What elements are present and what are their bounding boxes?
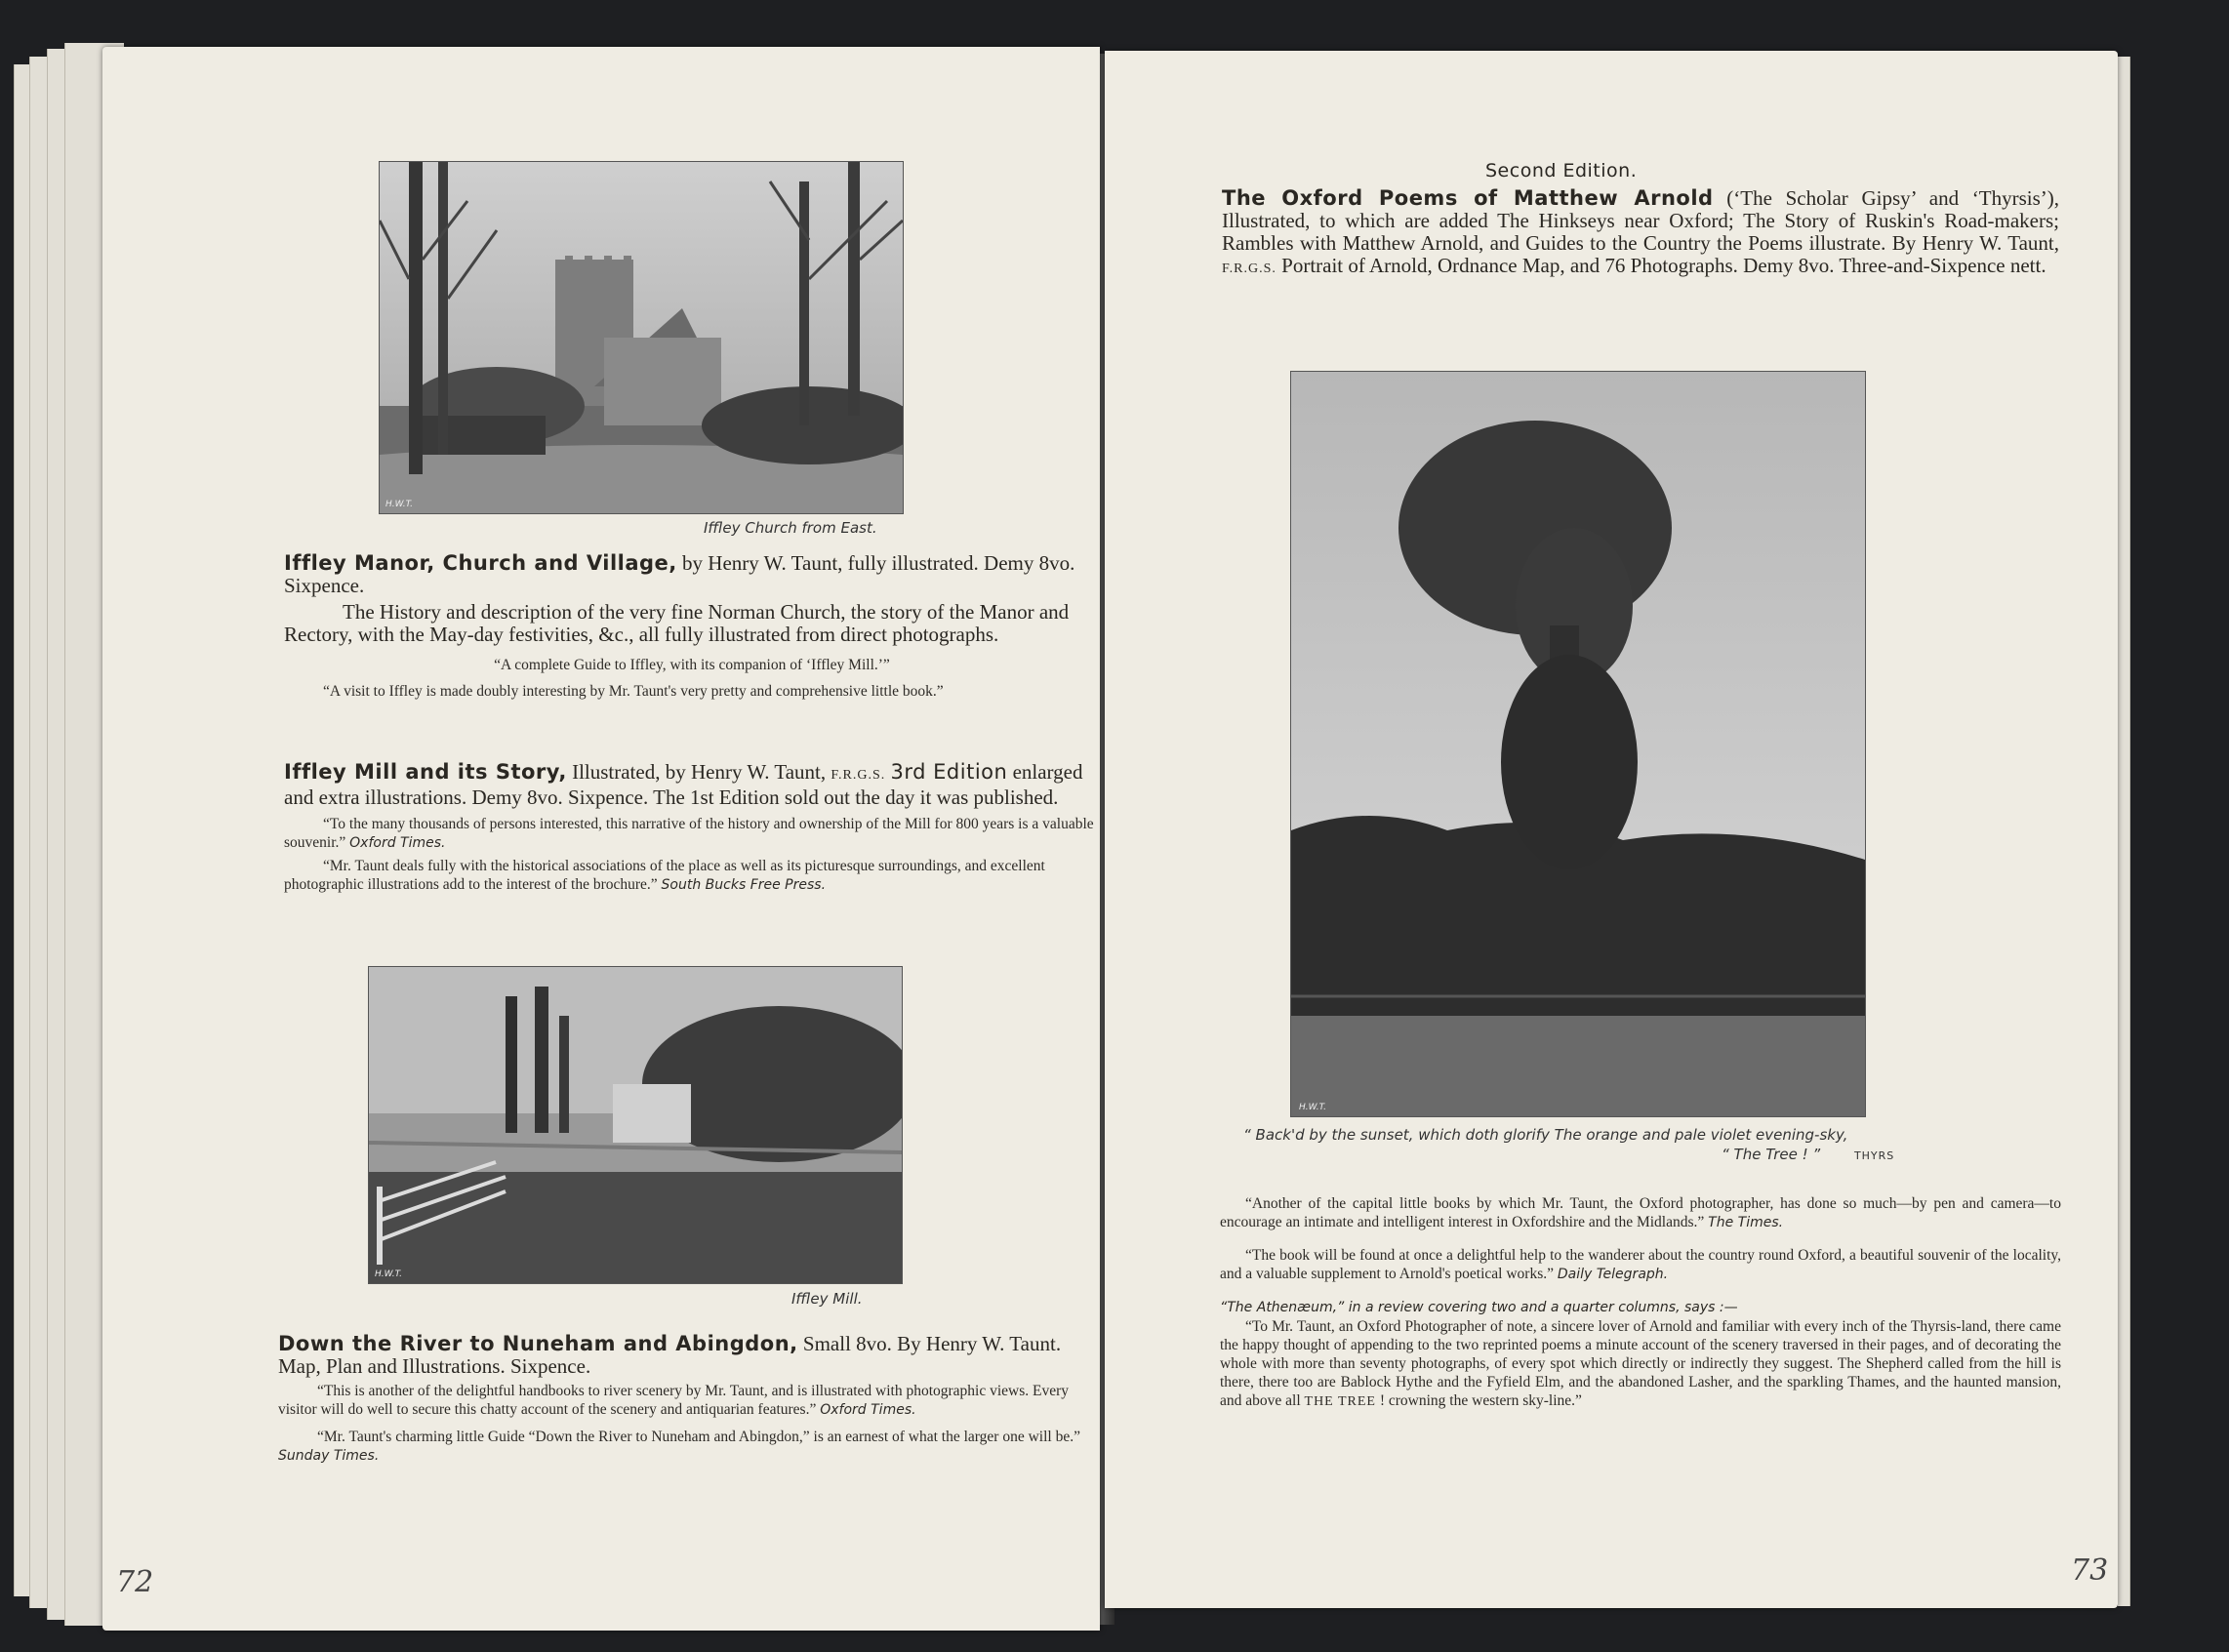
- tree-caption-line2: [1722, 1146, 1894, 1163]
- iffley-manor-paragraph: The History and description of the very fine Norman Church, the story of the Manor and Rectory, with the May-day festivities, &c., all fully illustrated from direct photographs.: [284, 600, 1070, 646]
- athenaeum-intro: “The Athenæum,” in a review covering two and a quarter columns, says :—: [1220, 1300, 1738, 1315]
- church-photo-image: [380, 162, 903, 513]
- right-page: [1105, 51, 2118, 1608]
- left-page: [102, 47, 1100, 1631]
- page-number-right: 73: [2071, 1553, 2109, 1588]
- photo-watermark: H.W.T.: [385, 500, 413, 509]
- second-edition-heading: Second Edition.: [1485, 160, 1638, 181]
- iffley-mill-quote2: “Mr. Taunt deals fully with the historical associations of the place as well as its picturesque surroundings, and excellent photographic illustrations add to the interest of the brochure.”: [284, 858, 1045, 893]
- oxford-poems-desc2: Portrait of Arnold, Ordnance Map, and 76 Photographs. Demy 8vo. Three-and-Sixpence nett.: [1276, 254, 2047, 277]
- page-number-left: 72: [116, 1565, 154, 1599]
- tree-caption-line1: “ Back'd by the sunset, which doth glorify The orange and pale violet evening-sky,: [1243, 1126, 1848, 1144]
- frgs-title: F.R.G.S.: [1222, 262, 1277, 276]
- iffley-manor-quote2: “A visit to Iffley is made doubly interesting by Mr. Taunt's very pretty and comprehensive little book.”: [323, 683, 944, 700]
- church-photo-caption: Iffley Church from East.: [704, 519, 877, 537]
- athenaeum-quote: “To Mr. Taunt, an Oxford Photographer of note, a sincere lover of Arnold and familiar with every inch of the Thyrsis-land, there came the happy thought of appending to the two reprinted poems a minute account of the scenery traversed in their pages, and of decorating the whole with more than seventy photographs, of every spot which directly or indirectly they suggest. The Shepherd called from the hill is there, there too are Bablock Hythe and the Fyfield Elm, and the abandoned Lasher, and the sparkling Thames, and the haunted mansion, and above all: [1220, 1318, 2061, 1409]
- down-river-desc: Small 8vo. By Henry W. Taunt. Map, Plan and Illustrations. Sixpence.: [278, 1332, 1062, 1378]
- iffley-manor-desc: by Henry W. Taunt, fully illustrated. Demy 8vo. Sixpence.: [284, 551, 1075, 597]
- photo-watermark: H.W.T.: [375, 1269, 402, 1279]
- iffley-manor-title: Iffley Manor, Church and Village,: [284, 551, 677, 575]
- down-river-quote1: “This is another of the delightful handbooks to river scenery by Mr. Taunt, and is illustrated with photographic views. Every visitor will do well to secure this chatty account of the scenery and antiquarian features.”: [278, 1383, 1070, 1418]
- quote-telegraph: “The book will be found at once a delightful help to the wanderer about the country round Oxford, a beautiful souvenir of the locality, and a valuable supplement to Arnold's poetical works.”: [1220, 1247, 2061, 1282]
- iffley-mill-photo: [368, 966, 903, 1284]
- quote-source: Oxford Times.: [349, 835, 446, 851]
- iffley-mill-desc2: enlarged and extra illustrations. Demy 8vo. Sixpence. The 1st Edition sold out the day it was published.: [284, 760, 1083, 809]
- down-river-entry: [278, 1333, 1100, 1466]
- mill-photo-caption: Iffley Mill.: [791, 1290, 863, 1308]
- quote-times: “Another of the capital little books by which Mr. Taunt, the Oxford photographer, has done so much—by pen and camera—to encourage an intimate and intelligent interest in Oxfordshire and the Midlands.”: [1220, 1195, 2061, 1230]
- oxford-poems-title: The Oxford Poems of Matthew Arnold: [1222, 186, 1714, 210]
- iffley-mill-title: Iffley Mill and its Story,: [284, 760, 567, 784]
- the-tree-smallcaps: THE TREE: [1304, 1394, 1376, 1409]
- iffley-mill-desc: Illustrated, by Henry W. Taunt,: [566, 760, 831, 784]
- quote-source: The Times.: [1708, 1215, 1784, 1230]
- third-edition: 3rd Edition: [890, 760, 1008, 784]
- quote-source: Sunday Times.: [278, 1448, 380, 1464]
- iffley-manor-quote1: “A complete Guide to Iffley, with its companion of ‘Iffley Mill.’”: [494, 657, 890, 673]
- tree-caption-quote: “ The Tree ! ”: [1722, 1146, 1821, 1163]
- down-river-title: Down the River to Nuneham and Abingdon,: [278, 1332, 798, 1355]
- quote-source: Daily Telegraph.: [1557, 1267, 1669, 1282]
- tree-photo-image: [1291, 372, 1865, 1116]
- oxford-poems-desc: (‘The Scholar Gipsy’ and ‘Thyrsis’), Illustrated, to which are added The Hinkseys near Oxford; The Story of Ruskin's Road-makers; Rambles with Matthew Arnold, and Guides to the Country the Poems illustrate. By Henry W. Taunt,: [1222, 186, 2059, 255]
- iffley-church-photo: [379, 161, 904, 514]
- frgs-title: F.R.G.S.: [831, 768, 886, 783]
- mill-photo-image: [369, 967, 902, 1283]
- tree-caption-source: THYRS: [1853, 1149, 1895, 1162]
- page-edge: [2118, 57, 2130, 1606]
- reviews: [1220, 1194, 2061, 1411]
- oxford-poems-entry: [1222, 187, 2059, 280]
- quote-source: South Bucks Free Press.: [661, 877, 827, 893]
- tree-photo: [1290, 371, 1866, 1117]
- photo-watermark: H.W.T.: [1299, 1103, 1326, 1112]
- iffley-mill-entry: [284, 761, 1100, 895]
- athenaeum-quote-end: ! crowning the western sky-line.”: [1379, 1392, 1582, 1409]
- iffley-manor-entry: [284, 552, 1100, 701]
- iffley-mill-quote1: “To the many thousands of persons interested, this narrative of the history and ownership of the Mill for 800 years is a valuable souvenir.”: [284, 816, 1094, 851]
- quote-source: Oxford Times.: [820, 1402, 916, 1418]
- down-river-quote2: “Mr. Taunt's charming little Guide “Down the River to Nuneham and Abingdon,” is an earnest of what the larger one will be.”: [317, 1429, 1080, 1445]
